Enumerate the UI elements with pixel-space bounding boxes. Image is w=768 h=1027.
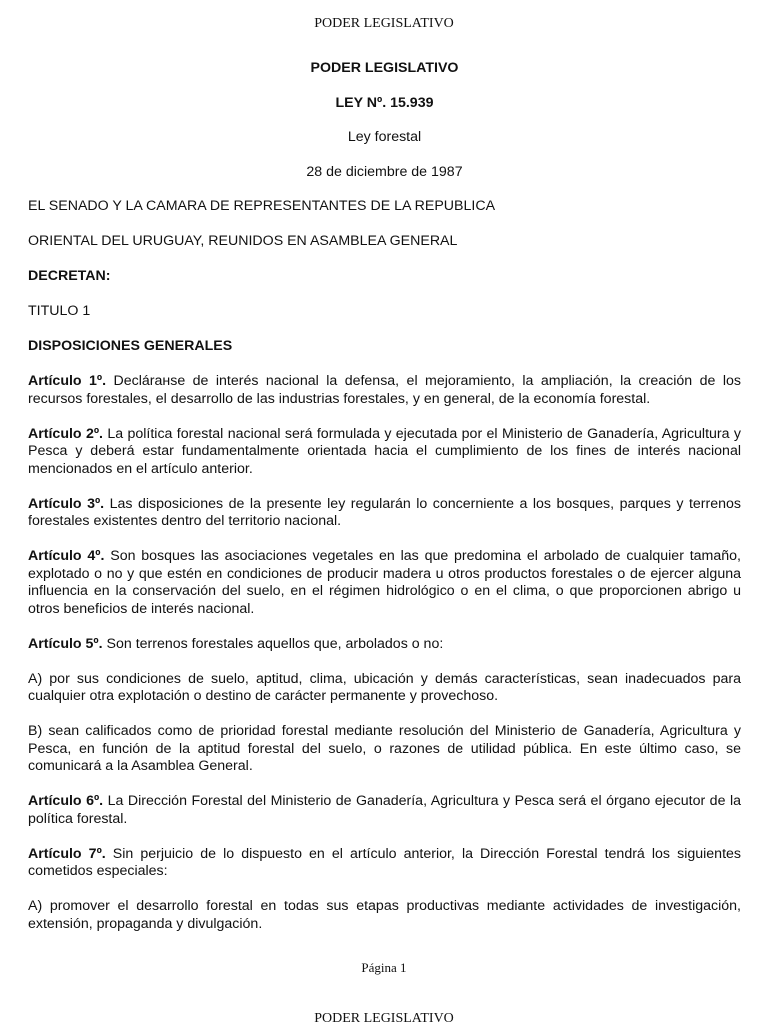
article-1 xyxy=(28,373,741,408)
article-text: Las disposiciones de la presente ley regularán lo concerniente a los bosques, parques y terrenos forestales existentes dentro del territorio nacional. xyxy=(28,495,741,529)
page-number: Página 1 xyxy=(361,960,407,975)
titulo-heading: TITULO 1 xyxy=(28,303,91,319)
article-label: Artículo 4º. xyxy=(28,548,105,564)
article-label: Artículo 1º. xyxy=(28,373,107,389)
article-label: Artículo 3º. xyxy=(28,495,105,512)
law-date: 28 de diciembre de 1987 xyxy=(306,163,463,180)
article-text: La Dirección Forestal del Ministerio de Ganadería, Agricultura y Pesca será el órgano ejecutor de la política forestal. xyxy=(28,793,741,827)
article-label: Artículo 2º. xyxy=(28,425,103,442)
article-3 xyxy=(28,496,741,531)
section-heading: DISPOSICIONES GENERALES xyxy=(28,338,233,354)
article-text: Declárанse de interés nacional la defensa, el mejoramiento, la ampliación, la creación de los recursos forestales, el desarrollo de las industrias forestales, y en general, de la economía forestal. xyxy=(28,373,741,407)
article-5 xyxy=(28,636,741,654)
article-7-clause-a: A) promover el desarrollo forestal en todas sus etapas productivas mediante actividades de investigación, extensión, propaganda y divulgación. xyxy=(28,898,741,932)
preamble-line-2: ORIENTAL DEL URUGUAY, REUNIDOS EN ASAMBLEA GENERAL xyxy=(28,233,458,249)
article-5-clause-a: A) por sus condiciones de suelo, aptitud, clima, ubicación y demás características, sean inadecuados para cualquier otra explotación o destino de carácter permanente y provechoso. xyxy=(28,670,741,704)
article-5-clause-b: B) sean calificados como de prioridad forestal mediante resolución del Ministerio de Ganadería, Agricultura y Pesca, en función de la aptitud forestal del suelo, o razones de utilidad pública. En este último caso, se comunicará a la Asamblea General. xyxy=(28,723,741,774)
decretan-heading: DECRETAN: xyxy=(28,268,111,284)
article-6 xyxy=(28,793,741,828)
preamble-line-1: EL SENADO Y LA CAMARA DE REPRESENTANTES DE LA REPUBLICA xyxy=(28,198,496,214)
next-page-header: PODER LEGISLATIVO xyxy=(314,1011,454,1026)
document-body xyxy=(28,60,741,951)
document-title: PODER LEGISLATIVO xyxy=(310,60,459,76)
article-text: Sin perjuicio de lo dispuesto en el artículo anterior, la Dirección Forestal tendrá los siguientes cometidos especiales: xyxy=(28,845,741,879)
article-4 xyxy=(28,548,741,618)
article-text: La política forestal nacional será formulada y ejecutada por el Ministerio de Ganadería, Agricultura y Pesca y deberá estar fundamentalmente orientada hacia el cumplimiento de los fines de interés nacional mencionados en el artículo anterior. xyxy=(28,425,741,477)
article-7 xyxy=(28,846,741,881)
article-text: Son terrenos forestales aquellos que, arbolados o no: xyxy=(102,635,444,652)
running-header: PODER LEGISLATIVO xyxy=(314,16,454,31)
article-2 xyxy=(28,426,741,479)
article-label: Artículo 7º. xyxy=(28,845,106,862)
law-name: Ley forestal xyxy=(347,129,422,145)
article-label: Artículo 5º. xyxy=(28,635,103,652)
law-number: LEY Nº. 15.939 xyxy=(335,94,434,111)
article-label: Artículo 6º. xyxy=(28,793,104,809)
article-text: Son bosques las asociaciones vegetales en las que predomina el arbolado de cualquier tamaño, explotado o no y que estén en condiciones de producir madera u otros productos forestales o de ejercer alguna influencia en la conservación del suelo, en el régimen hidrológico o en el clima, o que proporcionen abrigo u otros beneficios de interés nacional. xyxy=(28,548,741,617)
